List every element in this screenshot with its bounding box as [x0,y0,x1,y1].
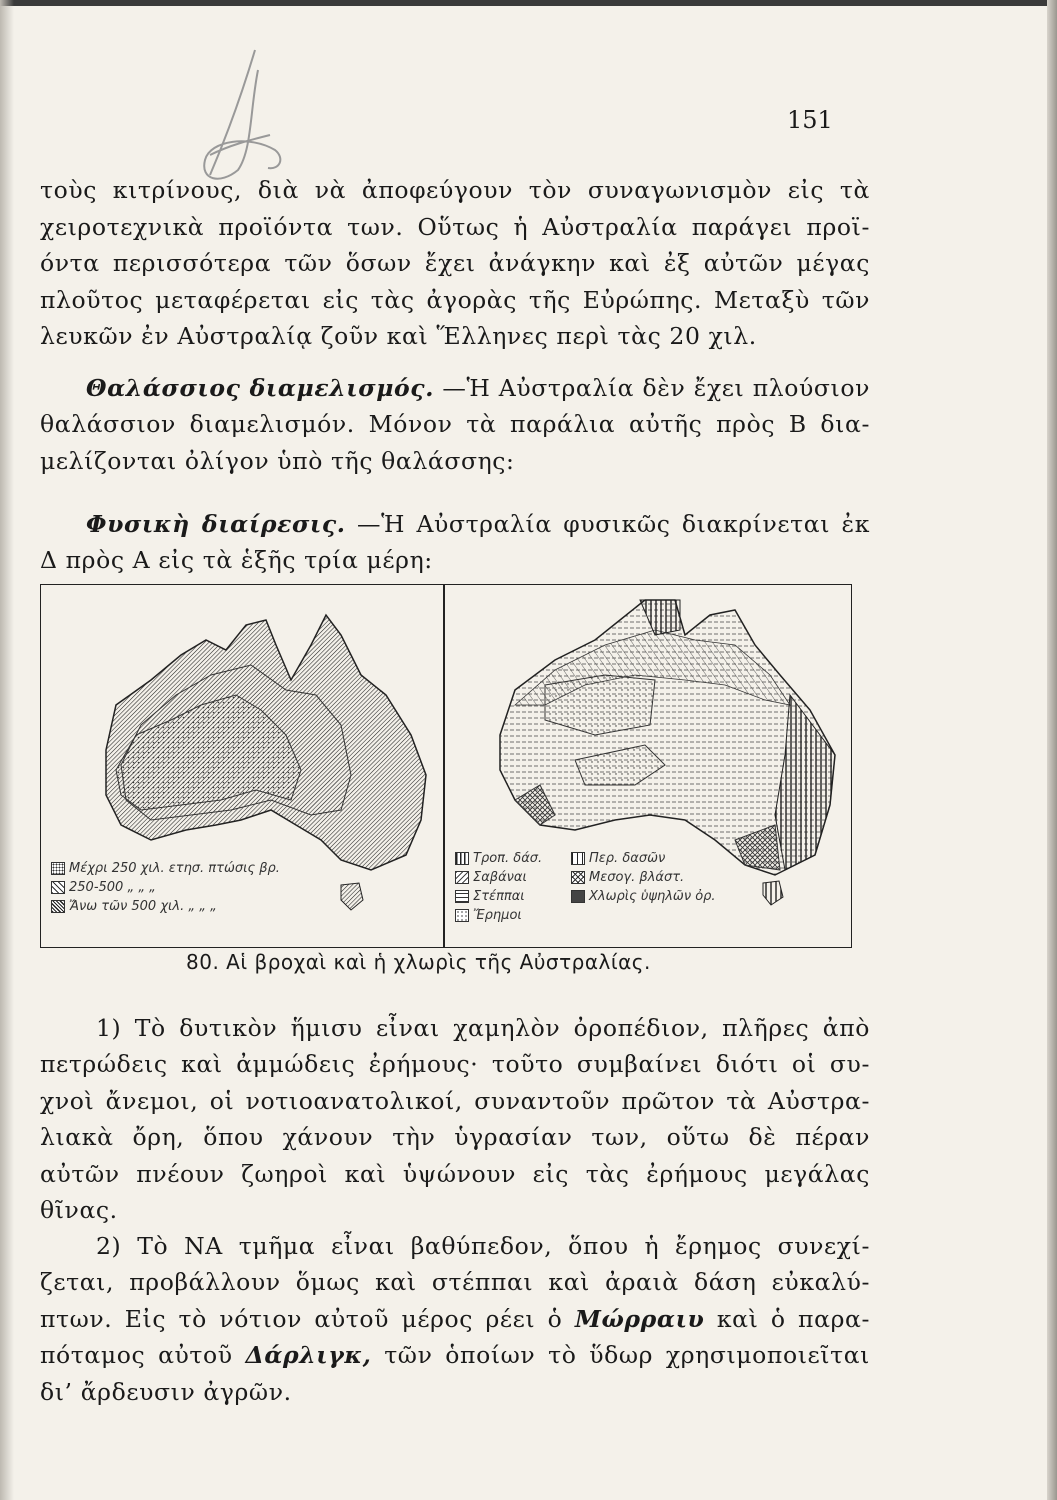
text-line: μελίζονται ὀλίγον ὑπὸ τῆς θαλάσσης: [40,446,515,475]
vegetation-legend-right [571,849,716,906]
paragraph-2 [86,370,870,407]
legend-label: Περ. δασῶν [589,851,666,866]
paragraph-4 [96,1010,870,1047]
page-edge [0,0,1057,6]
legend-label: 250-500 „ „ „ [69,880,156,895]
legend-item [455,849,542,868]
legend-item [571,849,716,868]
text-line: λευκῶν ἐν Αὐστραλίᾳ ζοῦν καὶ Ἕλληνες περὶ τὰς 20 χιλ. [40,322,757,350]
text-run: —Ἡ Αὐστραλία δὲν ἔχει πλούσιον [442,374,871,402]
tasmania [341,883,363,910]
text-line [86,370,870,407]
vegetation-legend-left [455,849,542,925]
text-line: χειροτεχνικὰ προϊόντα των. Οὕτως ἡ Αὐστραλία παράγει προϊ- [40,212,870,241]
text-run: —Ἡ Αὐστραλία φυσικῶς διακρίνεται ἐκ [357,510,870,538]
paragraph-5 [96,1228,870,1265]
section-heading: Θαλάσσιος διαμελισμός. [86,374,434,402]
text-run: καὶ ὁ παρα- [704,1304,870,1333]
text-line: θαλάσσιον διαμελισμόν. Μόνον τὰ παράλια αὐτῆς πρὸς Β δια- [40,410,870,438]
text-line: όντα περισσότερα τῶν ὅσων ἔχει ἀνάγκην καὶ ἐξ αὐτῶν μέγας [40,249,870,277]
legend-label: Σαβάναι [473,870,527,885]
tasmania [763,881,783,905]
text-line: ζεται, προβάλλουν ὅμως καὶ στέππαι καὶ ἀραιὰ δάση εὐκαλύ- [40,1268,870,1296]
horizontal-hatch-swatch-icon [455,890,469,903]
text-line: 1) Τὸ δυτικὸν ἥμισυ εἶναι χαμηλὸν ὀροπέδιον, πλῆρες ἀπὸ [96,1014,870,1042]
vertical-hatch-swatch-icon [455,852,469,865]
text-line: πετρώδεις καὶ ἀμμώδεις ἐρήμους· τοῦτο συμβαίνει διότι οἱ συ- [40,1050,870,1078]
legend-label: Ἔρημοι [473,908,522,923]
legend-item [571,868,716,887]
paragraph-5-cont [40,1264,870,1410]
diagonal-swatch-icon [51,881,65,894]
text-line [86,506,870,543]
dots-swatch-icon [51,862,65,875]
legend-label: Ἄνω τῶν 500 χιλ. „ „ „ [69,899,217,914]
dots-swatch-icon [455,909,469,922]
text-line: λιακὰ ὄρη, ὅπου χάνουν τὴν ὑγρασίαν των, οὕτω δὲ πέραν [40,1123,870,1151]
legend-label: Μεσογ. βλάστ. [589,870,685,885]
text-line: αὐτῶν πνέουν ζωηροὶ καὶ ὑψώνουν εἰς τὰς ἐρήμους μεγάλας [40,1159,870,1188]
figure-maps [40,584,852,948]
text-line: δι’ ἄρδευσιν ἀγρῶν. [40,1377,292,1406]
legend-item [51,859,280,878]
text-run: πτων. Εἰς τὸ νότιον αὐτοῦ μέρος ρέει ὁ [40,1304,575,1333]
handwritten-signature [180,40,310,190]
dense-hatch-swatch-icon [51,900,65,913]
text-run: τῶν ὁποίων τὸ ὕδωρ χρησιμοποιεῖται [371,1341,870,1369]
legend-item [571,887,716,906]
legend-label: Τροπ. δάσ. [473,851,543,866]
slant-hatch-swatch-icon [455,871,469,884]
vertical-hatch-swatch-icon [571,852,585,865]
text-run: πόταμος αὐτοῦ [40,1341,246,1369]
text-line [40,1337,870,1374]
legend-item [51,878,280,897]
cross-hatch-swatch-icon [571,871,585,884]
page-number: 151 [787,106,833,134]
river-name: Δάρλιγκ, [245,1341,372,1369]
text-line: 2) Τὸ ΝΑ τμῆμα εἶναι βαθύπεδον, ὅπου ἡ ἔρημος συνεχί- [96,1232,870,1260]
paragraph-3 [86,506,870,543]
text-line: χνοὶ ἄνεμοι, οἱ νοτιοανατολικοί, συναντοῦν πρῶτον τὰ Αὐστρα- [40,1086,870,1115]
legend-label: Χλωρὶς ὑψηλῶν ὀρ. [589,889,716,904]
legend-item [51,897,280,916]
legend-item [455,906,542,925]
paragraph-3-cont [40,542,870,579]
rainfall-legend [51,859,280,916]
paragraph-2-cont [40,406,870,479]
legend-label: Στέππαι [473,889,525,904]
text-line: πλοῦτος μεταφέρεται εἰς τὰς ἀγορὰς τῆς Εὐρώπης. Μεταξὺ τῶν [40,285,870,314]
text-line: θῖνας. [40,1196,118,1224]
figure-caption: 80. Αἱ βροχαὶ καὶ ἡ χλωρὶς τῆς Αὐστραλίας. [186,950,651,974]
paragraph-4-cont [40,1046,870,1229]
legend-item [455,868,542,887]
text-line: τοὺς κιτρίνους, διὰ νὰ ἀποφεύγουν τὸν συναγωνισμὸν εἰς τὰ [40,176,870,204]
legend-label: Μέχρι 250 χιλ. ετησ. πτώσις βρ. [69,861,280,876]
solid-swatch-icon [571,890,585,903]
page-edge-right [1047,0,1057,1500]
section-heading: Φυσικὴ διαίρεσις. [86,510,346,538]
river-name: Μώρραιυ [574,1304,705,1333]
paragraph-1 [40,172,870,355]
legend-item [455,887,542,906]
text-line [40,1301,870,1338]
binding-shadow [0,0,14,1500]
text-line: Δ πρὸς Α εἰς τὰ ἑξῆς τρία μέρη: [40,546,433,574]
